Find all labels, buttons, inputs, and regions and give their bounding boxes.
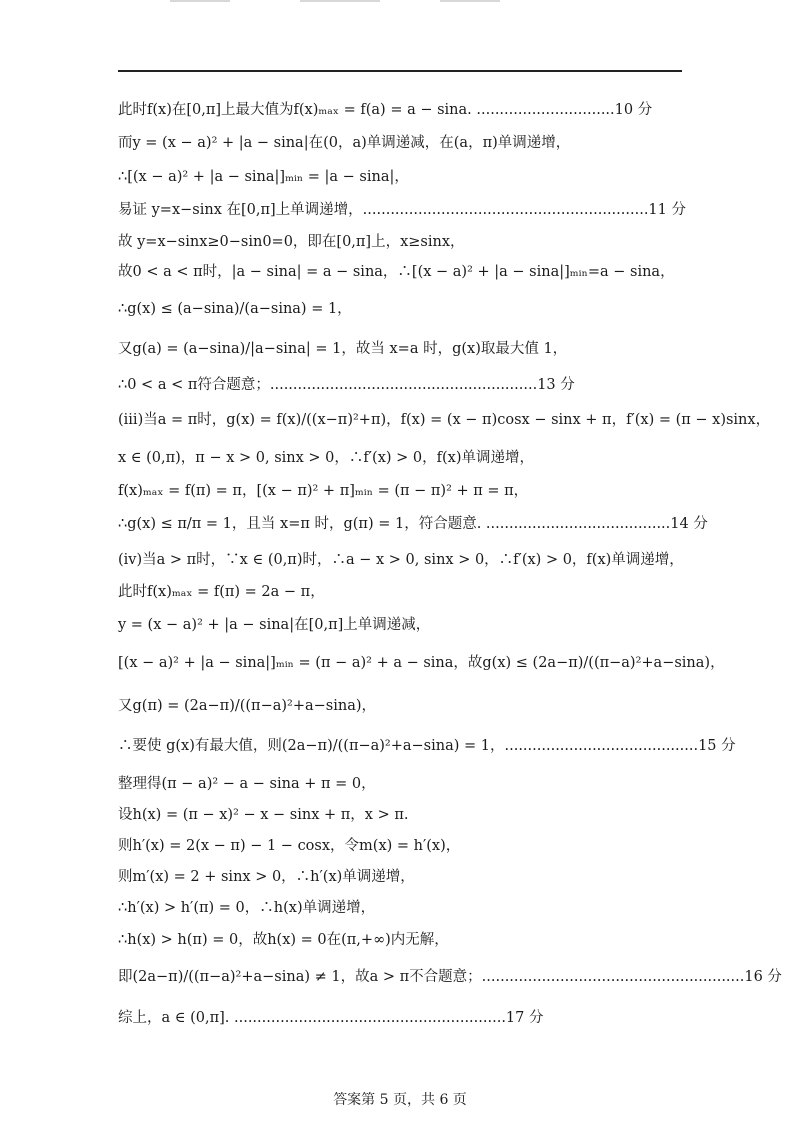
solution-line-6: 故0 < a < π时，|a − sina| = a − sina，∴[(x − a)² + |a − sina|]ₘᵢₙ=a − sina， [118, 264, 675, 280]
solution-line-13: ∴g(x) ≤ π/π = 1，且当 x=π 时，g(π) = 1，符合题意. ........................................14 分 [118, 516, 708, 532]
solution-line-1: 此时f(x)在[0,π]上最大值为f(x)ₘₐₓ = f(a) = a − sina. ..............................10 分 [118, 102, 653, 118]
scan-artifact [440, 0, 500, 2]
solution-line-8: 又g(a) = (a−sina)/|a−sina| = 1，故当 x=a 时，g(x)取最大值 1， [118, 341, 568, 357]
solution-line-15: 此时f(x)ₘₐₓ = f(π) = 2a − π， [118, 584, 325, 600]
solution-line-9: ∴0 < a < π符合题意；..........................................................13 分 [118, 377, 575, 393]
solution-line-20: 整理得(π − a)² − a − sina + π = 0， [118, 776, 376, 792]
solution-line-12: f(x)ₘₐₓ = f(π) = π，[(x − π)² + π]ₘᵢₙ = (π − π)² + π = π， [118, 483, 529, 499]
solution-line-17: [(x − a)² + |a − sina|]ₘᵢₙ = (π − a)² + a − sina，故g(x) ≤ (2a−π)/((π−a)²+a−sina)， [118, 655, 725, 671]
solution-line-19: ∴要使 g(x)有最大值，则(2a−π)/((π−a)²+a−sina) = 1，..........................................15 分 [118, 738, 736, 754]
solution-line-24: ∴h′(x) > h′(π) = 0，∴h(x)单调递增， [118, 900, 376, 916]
solution-line-4: 易证 y=x−sinx 在[0,π]上单调递增，..............................................................11 分 [118, 202, 686, 218]
solution-line-25: ∴h(x) > h(π) = 0，故h(x) = 0在(π,+∞)内无解， [118, 932, 449, 948]
page-footer: 答案第 5 页，共 6 页 [333, 1092, 467, 1108]
solution-line-5: 故 y=x−sinx≥0−sin0=0，即在[0,π]上，x≥sinx， [118, 234, 465, 250]
solution-line-3: ∴[(x − a)² + |a − sina|]ₘᵢₙ = |a − sina|， [118, 169, 409, 185]
header-rule [118, 70, 682, 72]
solution-line-16: y = (x − a)² + |a − sina|在[0,π]上单调递减， [118, 617, 431, 633]
scan-artifact [300, 0, 380, 2]
solution-line-27: 综上，a ∈ (0,π]. ...........................................................17 分 [118, 1010, 544, 1026]
solution-line-21: 设h(x) = (π − x)² − x − sinx + π，x > π. [118, 807, 409, 823]
solution-line-7: ∴g(x) ≤ (a−sina)/(a−sina) = 1， [118, 301, 352, 317]
solution-line-23: 则m′(x) = 2 + sinx > 0，∴h′(x)单调递增， [118, 869, 415, 885]
solution-line-11: x ∈ (0,π)，π − x > 0, sinx > 0，∴f′(x) > 0，f(x)单调递增， [118, 450, 534, 466]
solution-line-10: (iii)当a = π时，g(x) = f(x)/((x−π)²+π)，f(x) = (x − π)cosx − sinx + π，f′(x) = (π − x)sinx， [118, 412, 771, 428]
solution-line-22: 则h′(x) = 2(x − π) − 1 − cosx，令m(x) = h′(x)， [118, 838, 461, 854]
scan-artifact [170, 0, 230, 2]
solution-line-2: 而y = (x − a)² + |a − sina|在(0，a)单调递减，在(a，π)单调递增， [118, 135, 571, 151]
solution-line-18: 又g(π) = (2a−π)/((π−a)²+a−sina)， [118, 698, 377, 714]
solution-line-14: (iv)当a > π时，∵x ∈ (0,π)时，∴a − x > 0, sinx > 0，∴f′(x) > 0，f(x)单调递增， [118, 552, 684, 568]
solution-line-26: 即(2a−π)/((π−a)²+a−sina) ≠ 1，故a > π不合题意；.........................................................16 分 [118, 969, 782, 985]
